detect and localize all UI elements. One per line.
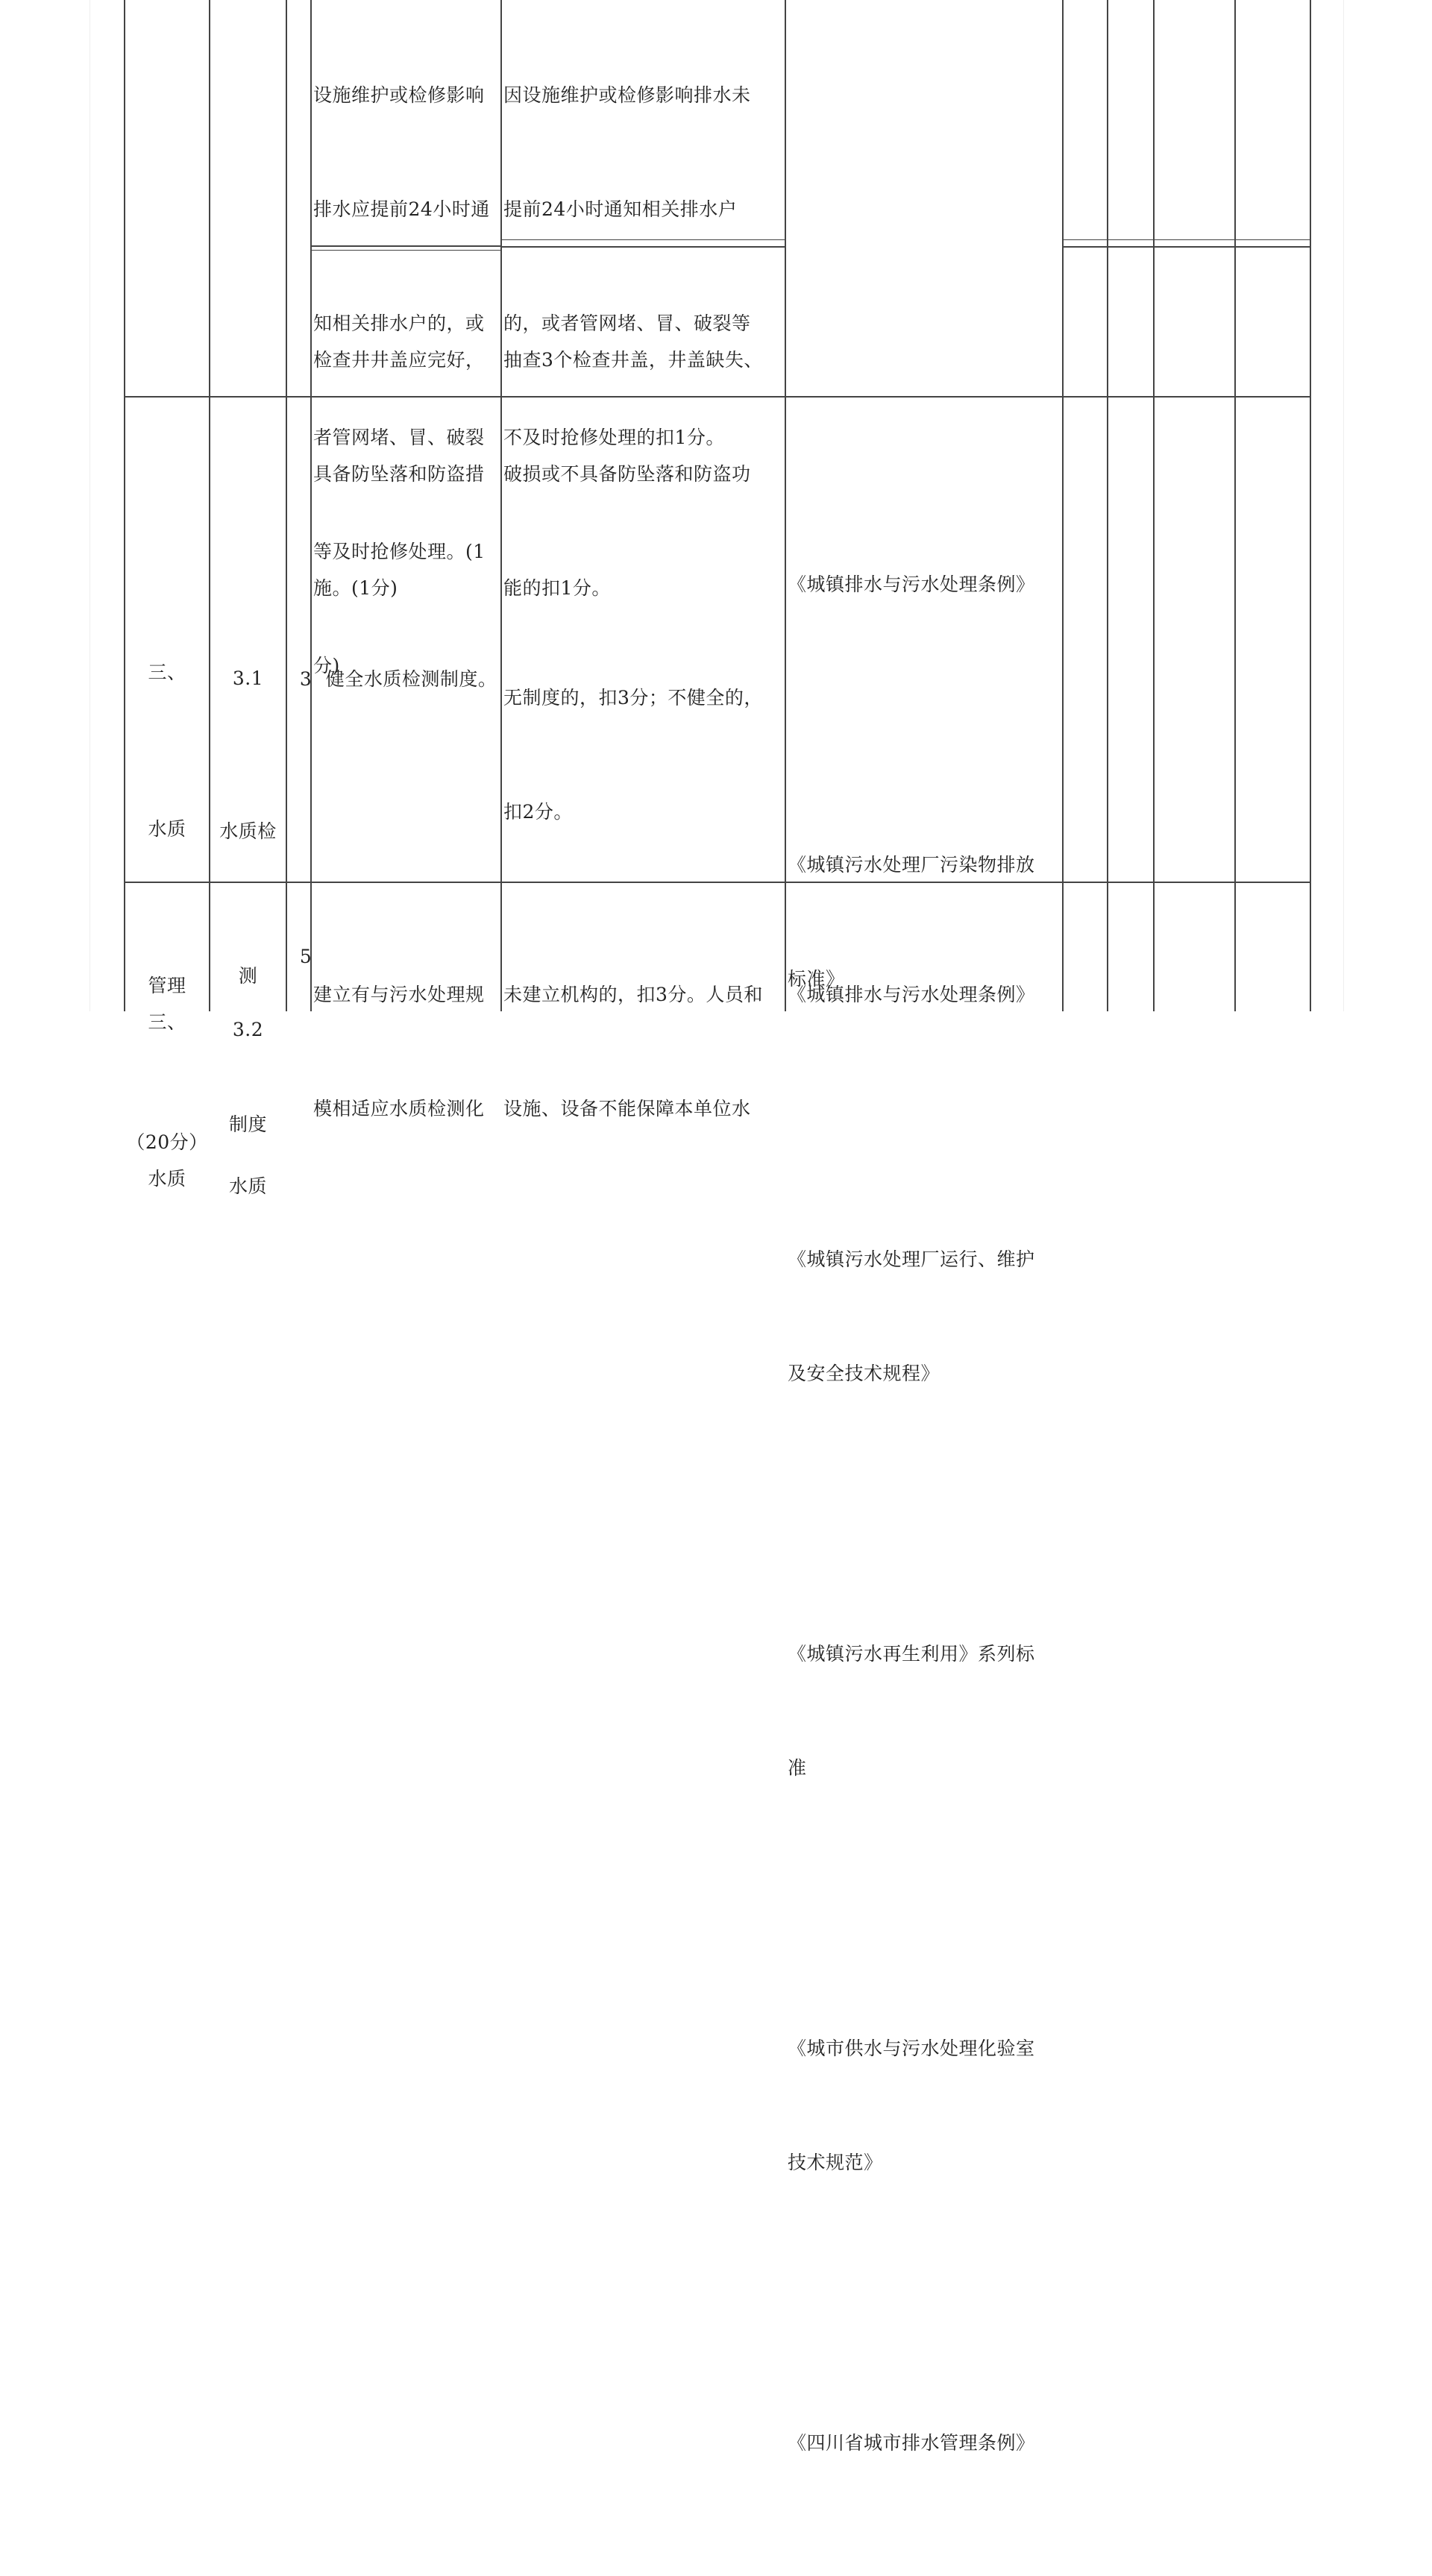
text-line: 标准》 (788, 968, 845, 990)
text-line: 模相适应水质检测化 (313, 1098, 485, 1119)
col-divider-3 (310, 0, 312, 1011)
reference-item (788, 1164, 1035, 1468)
category-cell-d (125, 892, 209, 1257)
reference-item (788, 489, 1035, 679)
requirement-cell-c (313, 622, 497, 698)
text-line: 抽查3个检查井盖，井盖缺失、 (503, 349, 763, 371)
text-line: 知相关排水户的，或 (313, 312, 485, 334)
requirement-text: 健全水质检测制度。 (325, 668, 497, 690)
text-line: 3.1 (232, 667, 264, 689)
text-line: 分) (313, 655, 340, 676)
table-border-right (1310, 0, 1311, 1011)
text-line: 及安全技术规程》 (788, 1363, 940, 1384)
text-line: 《城镇排水与污水处理条例》 (788, 574, 1035, 595)
score-cell-c (287, 622, 313, 698)
text-line: 提前24小时通知相关排水户 (503, 198, 738, 220)
text-line: 技术规范》 (788, 2152, 883, 2173)
col-divider-6 (1062, 0, 1064, 1011)
text-line: 制度 (228, 1113, 267, 1135)
text-line: 的，或者管网堵、冒、破裂等 (503, 312, 751, 334)
text-line: 水质 (228, 1175, 267, 1197)
text-line: 水质 (148, 818, 186, 840)
text-line: 者管网堵、冒、破裂 (313, 427, 485, 448)
requirement-cell-d (313, 899, 485, 1166)
subrow-divider-right-bottom (1062, 246, 1311, 248)
text-line: 设施、设备不能保障本单位水 (503, 1098, 751, 1119)
text-line: 检查井井盖应完好， (313, 349, 485, 371)
text-line: （20分） (126, 1131, 208, 1153)
text-line: 水质检 (219, 820, 277, 842)
criteria-cell-c (503, 603, 763, 869)
text-line: 建立有与污水处理规 (313, 984, 485, 1005)
text-line: 能的扣1分。 (503, 577, 611, 599)
text-line: 三、 (148, 1011, 186, 1033)
references-cell-c (788, 413, 1035, 2576)
text-line: 三、 (148, 662, 186, 683)
reference-item (788, 2348, 1035, 2538)
subrow-divider-right-top (1062, 239, 1311, 240)
text-line: 破损或不具备防坠落和防盗功 (503, 463, 751, 485)
text-line: 管理 (148, 975, 186, 996)
text-line: 《城镇污水处理厂运行、维护 (788, 1248, 1035, 1270)
text-line: 《城镇污水处理厂污染物排放 (788, 854, 1035, 876)
col-divider-2 (286, 0, 287, 1011)
col-divider-5 (785, 0, 786, 1011)
col-divider-4 (500, 0, 502, 1011)
score-value: 5 (299, 946, 313, 967)
text-line: 排水应提前24小时通 (313, 198, 490, 220)
reference-item (788, 1559, 1035, 1863)
text-line: 3.2 (232, 1019, 264, 1040)
text-line: 准 (788, 1757, 807, 1779)
score-value: 3 (299, 668, 313, 690)
col-divider-8 (1153, 0, 1155, 1011)
score-cell-d (287, 899, 313, 976)
text-line: 《城市供水与污水处理化验室 (788, 2038, 1035, 2059)
text-line: 无制度的，扣3分；不健全的， (503, 687, 763, 709)
text-line: 《城镇污水再生利用》系列标 (788, 1643, 1035, 1665)
text-line: 因设施维护或检修影响排水未 (503, 84, 751, 106)
reference-item (788, 1953, 1035, 2258)
text-line: 测 (238, 965, 258, 987)
criteria-cell-d (503, 899, 763, 1166)
col-divider-9 (1234, 0, 1236, 1011)
text-line: 具备防坠落和防盗措 (313, 463, 485, 485)
text-line: 不及时抢修处理的扣1分。 (503, 427, 725, 448)
references-cell-d (788, 899, 1035, 1052)
requirement-cell-b (313, 265, 485, 645)
text-line: 施。(1分) (313, 577, 398, 599)
text-line: 水质 (148, 1168, 186, 1190)
text-line: 等及时抢修处理。(1 (313, 541, 486, 562)
col-divider-7 (1107, 0, 1108, 1011)
item-cell-d (210, 899, 286, 1265)
text-line: 《四川省城市排水管理条例》 (788, 2432, 1035, 2454)
text-line: 《城镇排水与污水处理条例》 (788, 984, 1035, 1005)
criteria-cell-b (503, 265, 763, 645)
text-line: 设施维护或检修影响 (313, 84, 485, 106)
text-line: 未建立机构的，扣3分。人员和 (503, 984, 763, 1005)
text-line: 扣2分。 (503, 801, 573, 823)
row-divider-2 (124, 882, 1311, 883)
